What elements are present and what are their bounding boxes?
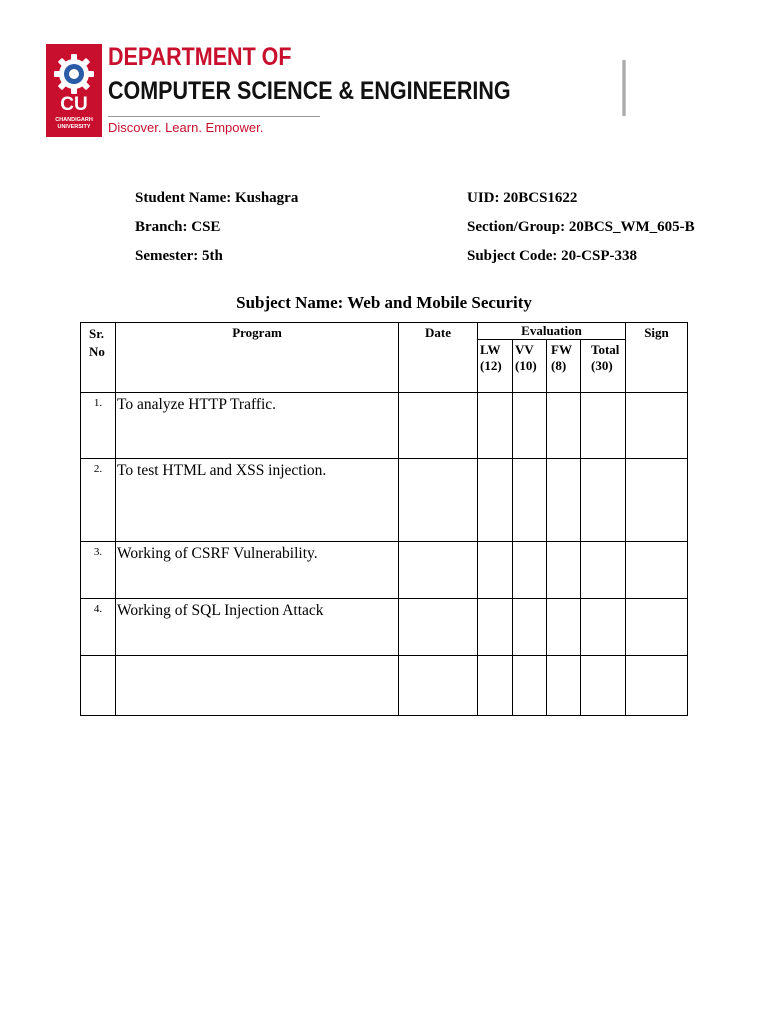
department-title-line2: COMPUTER SCIENCE & ENGINEERING [108,77,511,105]
table-row [81,393,688,459]
header-sr-no: Sr. No [81,323,116,393]
experiment-table [80,322,688,716]
header-lw: LW (12) [478,340,513,393]
row-total-cell [581,542,626,599]
row-total-cell [581,459,626,542]
row-sr-no [81,656,116,716]
logo-subtext: CHANDIGARH UNIVERSITY [55,117,93,130]
row-lw-cell [478,542,513,599]
row-sr-no: 1. [81,393,116,459]
student-branch: Branch: CSE [135,219,221,235]
row-lw-cell [478,393,513,459]
header-program: Program [116,323,399,393]
row-program: Working of SQL Injection Attack [116,599,399,656]
student-uid: UID: 20BCS1622 [467,190,578,206]
table-row [81,656,688,716]
table-row [81,542,688,599]
row-sr-no: 2. [81,459,116,542]
row-fw-cell [547,599,581,656]
row-program: Working of CSRF Vulnerability. [116,542,399,599]
row-fw-cell [547,393,581,459]
header-vv: VV (10) [513,340,547,393]
row-lw-cell [478,459,513,542]
row-lw-cell [478,599,513,656]
table-row [81,599,688,656]
table-header-row [81,323,688,340]
row-date-cell [399,656,478,716]
row-fw-cell [547,656,581,716]
row-sign-cell [626,656,688,716]
row-lw-cell [478,656,513,716]
student-name: Student Name: Kushagra [135,190,299,206]
header-evaluation: Evaluation [478,323,626,340]
header-sign: Sign [626,323,688,393]
row-sign-cell [626,542,688,599]
logo-text: CU [60,94,88,115]
row-fw-cell [547,542,581,599]
row-vv-cell [513,393,547,459]
row-program: To test HTML and XSS injection. [116,459,399,542]
row-vv-cell [513,656,547,716]
row-total-cell [581,393,626,459]
department-title-line1: DEPARTMENT OF [108,43,292,71]
row-date-cell [399,599,478,656]
row-date-cell [399,459,478,542]
student-semester: Semester: 5th [135,248,223,264]
row-sign-cell [626,459,688,542]
header-total: Total (30) [581,340,626,393]
table-row [81,459,688,542]
row-vv-cell [513,542,547,599]
row-total-cell [581,656,626,716]
row-date-cell [399,542,478,599]
row-program: To analyze HTTP Traffic. [116,393,399,459]
row-sr-no: 3. [81,542,116,599]
row-sign-cell [626,393,688,459]
subject-code: Subject Code: 20-CSP-338 [467,248,637,264]
row-total-cell [581,599,626,656]
row-sr-no: 4. [81,599,116,656]
decorative-bar [622,60,626,116]
row-vv-cell [513,599,547,656]
university-logo [46,44,102,137]
student-section: Section/Group: 20BCS_WM_605-B [467,219,695,235]
header-fw: FW (8) [547,340,581,393]
subject-name: Subject Name: Web and Mobile Security [236,293,532,312]
row-fw-cell [547,459,581,542]
header-divider [108,116,320,117]
emblem-icon [52,52,96,96]
row-date-cell [399,393,478,459]
row-vv-cell [513,459,547,542]
row-program [116,656,399,716]
header-date: Date [399,323,478,393]
row-sign-cell [626,599,688,656]
tagline: Discover. Learn. Empower. [108,120,264,135]
